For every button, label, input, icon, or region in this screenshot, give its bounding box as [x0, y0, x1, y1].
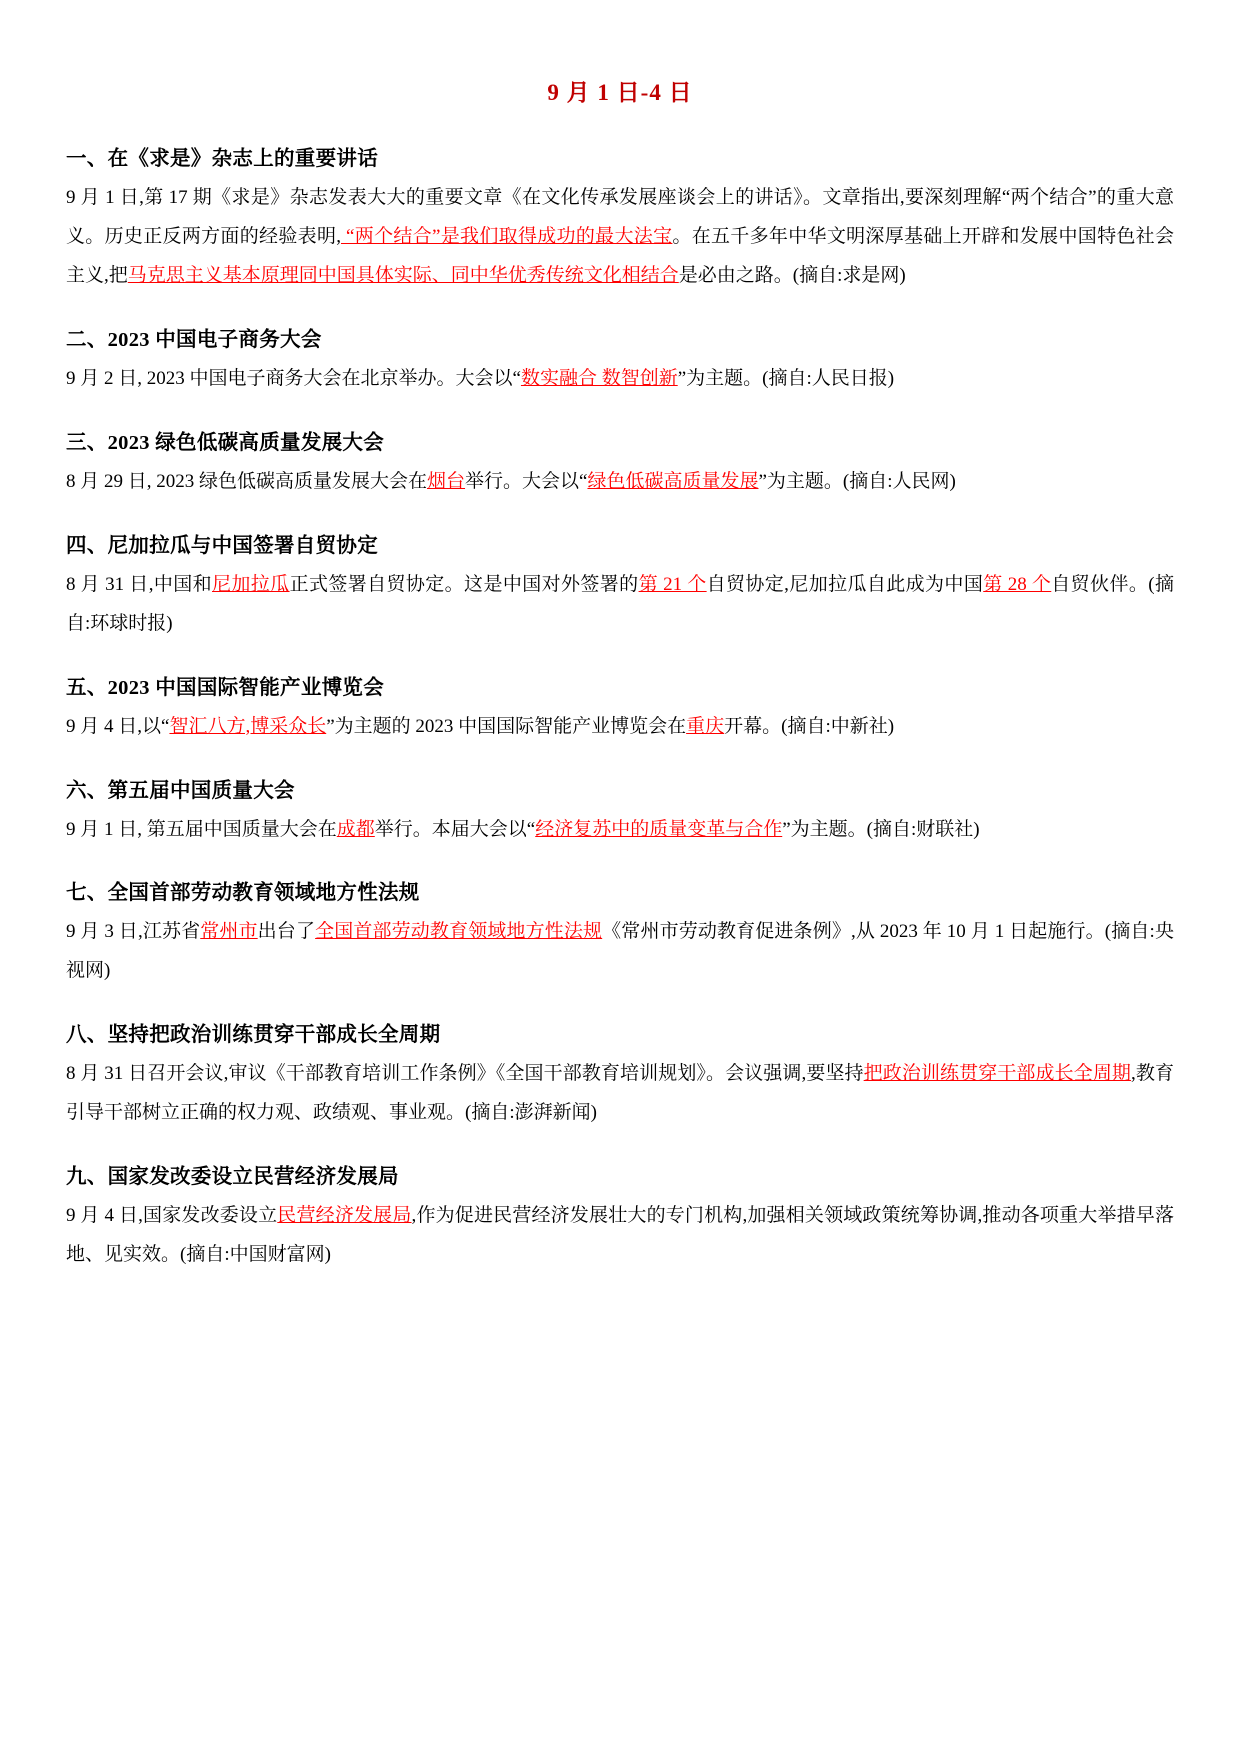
page-title: 9 月 1 日-4 日	[547, 80, 693, 105]
body-text: 8 月 31 日召开会议,审议《干部教育培训工作条例》《全国干部教育培训规划》。会议强调,要坚持	[66, 1063, 864, 1085]
body-text: 《常州市劳动教育促进条例》,从 2023 年 10 月 1 日起施行。(摘自:央视网)	[66, 921, 1174, 982]
body-text: 9 月 1 日,第 17 期《求是》杂志发表大大的重要文章《在文化传承发展座谈会上的讲话》。文章指出,要深刻理解“两个结合”的重大意义。历史正反两方面的经验表明,	[66, 187, 1174, 247]
body-text: 9 月 4 日,以“	[66, 715, 170, 737]
section-heading: 四、尼加拉瓜与中国签署自贸协定	[66, 534, 378, 557]
body-text: ”为主题。(摘自:财联社)	[782, 818, 980, 840]
body-text: 9 月 1 日, 第五届中国质量大会在	[66, 818, 337, 840]
section-heading: 五、2023 中国国际智能产业博览会	[66, 676, 385, 699]
section-body	[66, 1055, 1174, 1133]
body-text: 出台了	[257, 921, 316, 943]
highlighted-text: 尼加拉瓜	[212, 573, 290, 595]
body-text: 9 月 3 日,江苏省	[66, 921, 201, 943]
news-section	[66, 1159, 1174, 1275]
section-body	[66, 811, 1174, 850]
body-text: 自贸伙伴。(摘自:环球时报)	[66, 573, 1174, 634]
section-body	[66, 360, 1174, 399]
news-section	[66, 322, 1174, 399]
news-section	[66, 425, 1174, 502]
body-text: 9 月 4 日,国家发改委设立	[66, 1205, 278, 1227]
section-body	[66, 708, 1174, 747]
body-text: ”为主题。(摘自:人民日报)	[677, 367, 895, 389]
highlighted-text: 绿色低碳高质量发展	[587, 470, 759, 492]
section-heading: 九、国家发改委设立民营经济发展局	[66, 1166, 399, 1189]
highlighted-text: 成都	[336, 818, 375, 840]
section-body	[66, 463, 1174, 502]
news-section	[66, 875, 1174, 991]
section-body	[66, 566, 1174, 644]
highlighted-text: 经济复苏中的质量变革与合作	[535, 818, 783, 840]
body-text: 8 月 31 日,中国和	[66, 573, 212, 595]
section-heading: 六、第五届中国质量大会	[66, 779, 295, 802]
body-text: ”为主题的 2023 中国国际智能产业博览会在	[326, 715, 687, 737]
body-text: 。在五千多年中华文明深厚基础上开辟和发展中国特色社会主义,把	[66, 225, 1174, 286]
section-heading: 二、2023 中国电子商务大会	[66, 328, 322, 351]
section-heading: 八、坚持把政治训练贯穿干部成长全周期	[66, 1024, 441, 1047]
news-section	[66, 141, 1174, 296]
highlighted-text: “两个结合”是我们取得成功的最大法宝	[341, 225, 673, 247]
body-text: ,作为促进民营经济发展壮大的专门机构,加强相关领域政策统筹协调,推动各项重大举措早落地、见实效。(摘自:中国财富网)	[66, 1205, 1174, 1266]
news-section	[66, 1017, 1174, 1133]
body-text: 正式签署自贸协定。这是中国对外签署的	[289, 573, 639, 595]
highlighted-text: 把政治训练贯穿干部成长全周期	[863, 1063, 1132, 1085]
highlighted-text: 数实融合 数智创新	[520, 367, 678, 389]
body-text: ,教育引导干部树立正确的权力观、政绩观、事业观。(摘自:澎湃新闻)	[66, 1063, 1174, 1124]
body-text: 自贸协定,尼加拉瓜自此成为中国	[706, 573, 984, 595]
highlighted-text: 第 21 个	[638, 573, 707, 595]
section-heading: 三、2023 绿色低碳高质量发展大会	[66, 431, 385, 454]
highlighted-text: 第 28 个	[983, 573, 1052, 595]
sections-container	[66, 141, 1174, 1275]
section-heading: 七、全国首部劳动教育领域地方性法规	[66, 882, 420, 905]
body-text: 举行。本届大会以“	[374, 818, 536, 840]
body-text: 9 月 2 日, 2023 中国电子商务大会在北京举办。大会以“	[66, 367, 521, 389]
highlighted-text: 重庆	[686, 715, 725, 737]
section-body	[66, 179, 1174, 296]
body-text: 是必由之路。(摘自:求是网)	[678, 264, 906, 286]
body-text: ”为主题。(摘自:人民网)	[758, 470, 956, 492]
highlighted-text: 烟台	[427, 470, 466, 492]
highlighted-text: 民营经济发展局	[277, 1205, 412, 1227]
news-section	[66, 528, 1174, 644]
highlighted-text: 常州市	[200, 921, 258, 943]
section-body	[66, 1197, 1174, 1275]
body-text: 开幕。(摘自:中新社)	[724, 715, 895, 737]
section-heading: 一、在《求是》杂志上的重要讲话	[66, 148, 378, 170]
highlighted-text: 马克思主义基本原理同中国具体实际、同中华优秀传统文化相结合	[127, 264, 679, 286]
news-section	[66, 773, 1174, 850]
section-body	[66, 913, 1174, 991]
body-text: 8 月 29 日, 2023 绿色低碳高质量发展大会在	[66, 470, 428, 492]
highlighted-text: 智汇八方,博采众长	[169, 715, 327, 737]
highlighted-text: 全国首部劳动教育领域地方性法规	[315, 921, 603, 943]
body-text: 举行。大会以“	[465, 470, 588, 492]
news-section	[66, 670, 1174, 747]
